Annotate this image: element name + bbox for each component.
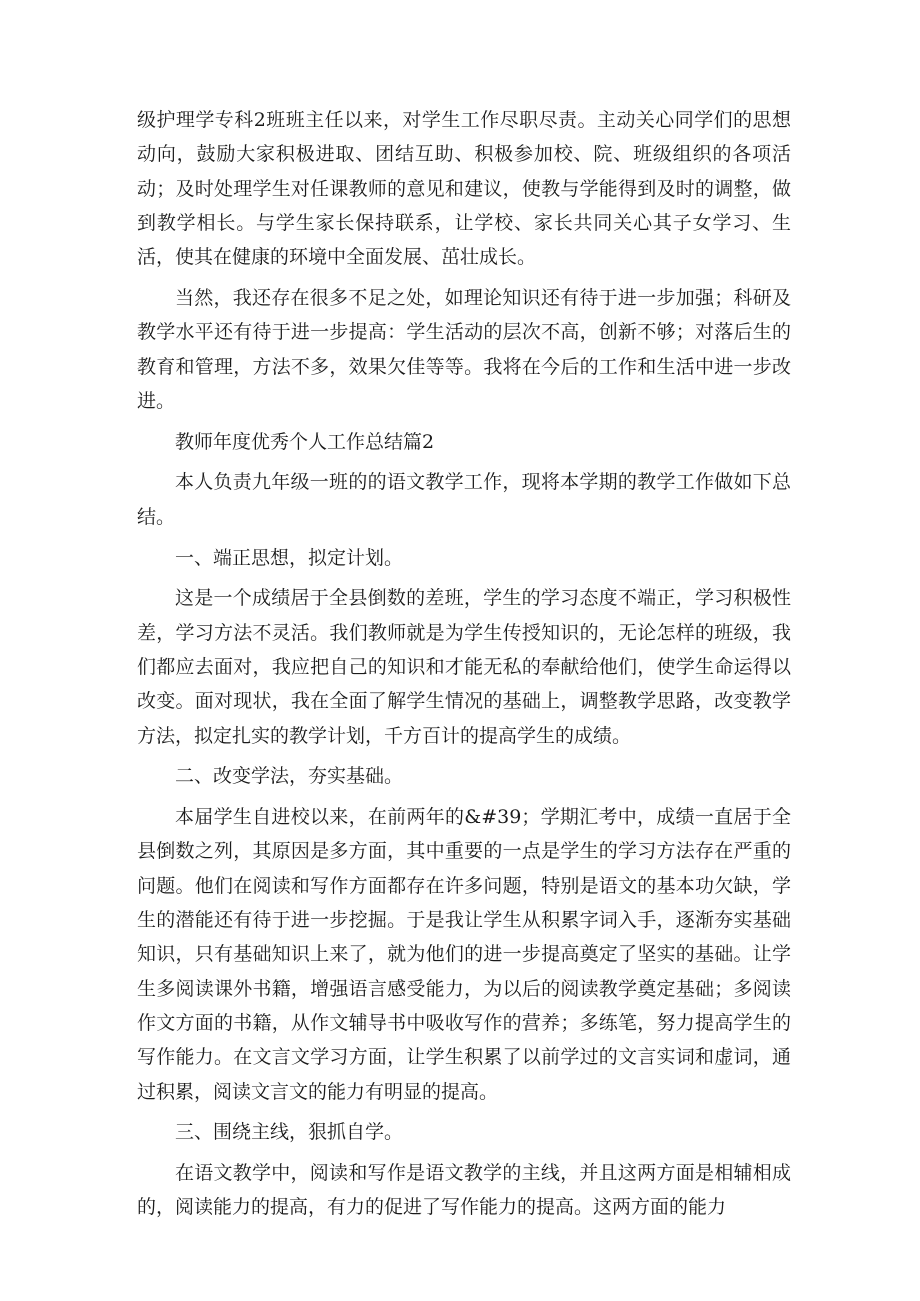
subheading-3: 三、围绕主线，狠抓自学。 [175, 1121, 404, 1144]
subheading-1: 一、端正思想，拟定计划。 [175, 546, 404, 569]
paragraph-intro: 本人负责九年级一班的的语文教学工作，现将本学期的教学工作做如下总结。 [137, 471, 791, 528]
section-title: 教师年度优秀个人工作总结篇2 [175, 430, 435, 453]
document-page [137, 103, 791, 1231]
subheading-2: 二、改变学法，夯实基础。 [175, 765, 404, 788]
paragraph-1: 这是一个成绩居于全县倒数的差班，学生的学习态度不端正，学习积极性差，学习方法不灵活。我们教师就是为学生传授知识的，无论怎样的班级，我们都应去面对，我应把自己的知识和才能无私的奉献给他们，使学生命运得以改变。面对现状，我在全面了解学生情况的基础上，调整教学思路，改变教学方法，拟定扎实的教学计划，千方百计的提高学生的成绩。 [137, 587, 791, 747]
paragraph-continuation: 级护理学专科2班班主任以来，对学生工作尽职尽责。主动关心同学们的思想动向，鼓励大家积极进取、团结互助、积极参加校、院、班级组织的各项活动；及时处理学生对任课教师的意见和建议，使教与学能得到及时的调整，做到教学相长。与学生家长保持联系，让学校、家长共同关心其子女学习、生活，使其在健康的环境中全面发展、茁壮成长。 [137, 109, 791, 269]
paragraph-3: 在语文教学中，阅读和写作是语文教学的主线，并且这两方面是相辅相成的，阅读能力的提高，有力的促进了写作能力的提高。这两方面的能力 [137, 1162, 791, 1219]
paragraph-shortcomings: 当然，我还存在很多不足之处，如理论知识还有待于进一步加强；科研及教学水平还有待于进一步提高：学生活动的层次不高，创新不够；对落后生的教育和管理，方法不多，效果欠佳等等。我将在今后的工作和生活中进一步改进。 [137, 286, 791, 412]
paragraph-2: 本届学生自进校以来，在前两年的&#39；学期汇考中，成绩一直居于全县倒数之列，其原因是多方面，其中重要的一点是学生的学习方法存在严重的问题。他们在阅读和写作方面都存在许多问题，特别是语文的基本功欠缺，学生的潜能还有待于进一步挖掘。于是我让学生从积累字词入手，逐渐夯实基础知识，只有基础知识上来了，就为他们的进一步提高奠定了坚实的基础。让学生多阅读课外书籍，增强语言感受能力，为以后的阅读教学奠定基础；多阅读作文方面的书籍，从作文辅导书中吸收写作的营养；多练笔，努力提高学生的写作能力。在文言文学习方面，让学生积累了以前学过的文言实词和虚词，通过积累，阅读文言文的能力有明显的提高。 [137, 806, 791, 1103]
